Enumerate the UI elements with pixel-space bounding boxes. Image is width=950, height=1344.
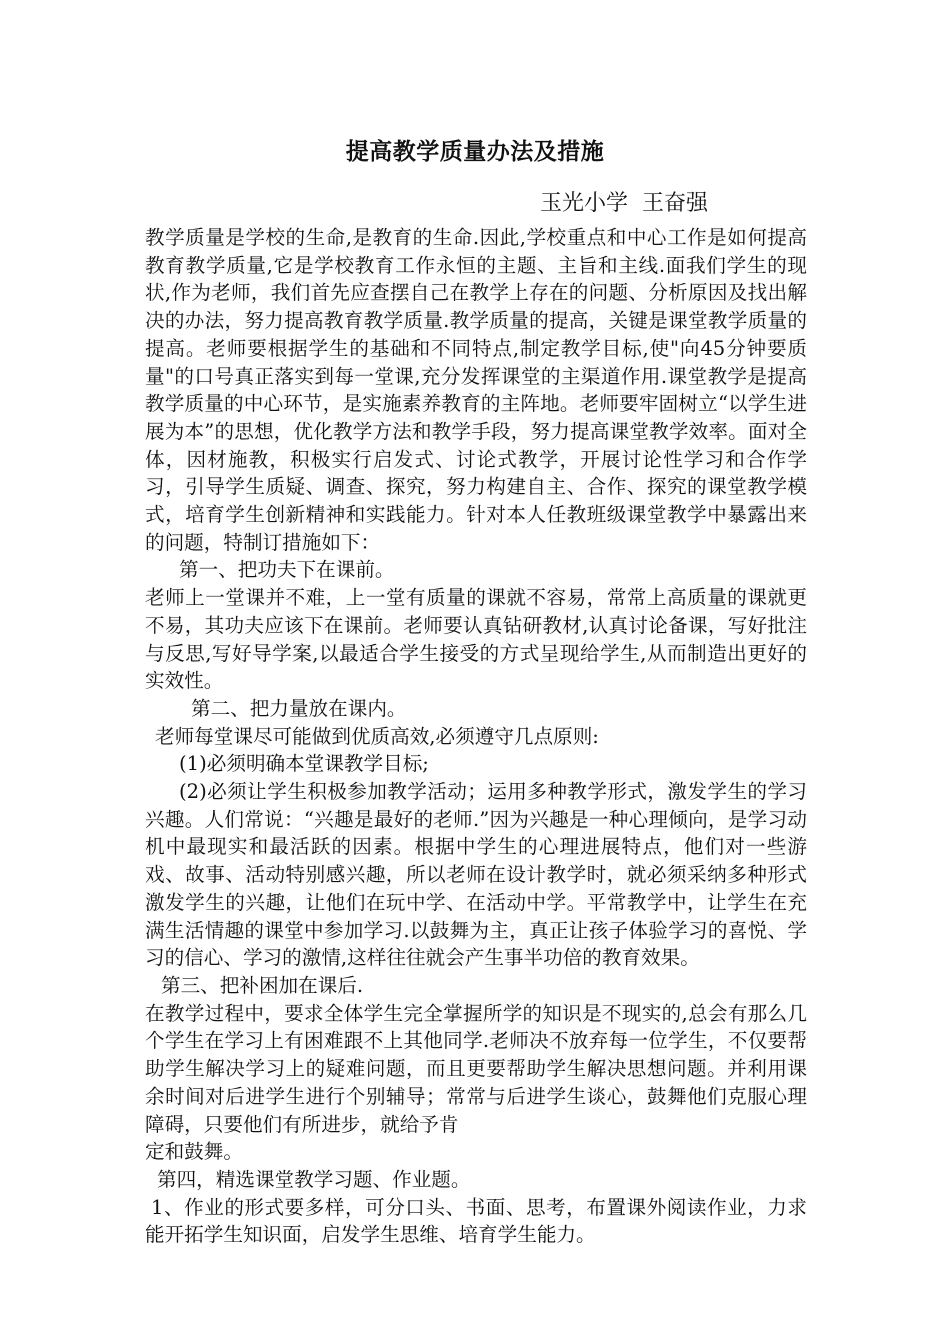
section-4-item-1: 1、作业的形式要多样，可分口头、书面、思考，布置课外阅读作业，力求能开拓学生知识面，启发学生思维、培育学生能力。 <box>145 1195 807 1247</box>
section-2-item-1: (1)必须明确本堂课教学目标; <box>179 752 429 776</box>
section-heading-2: 第二、把力量放在课内。 <box>191 696 407 720</box>
section-1-paragraph: 老师上一堂课并不难，上一堂有质量的课就不容易，常常上高质量的课就更不易，其功夫应该下在课前。老师要认真钻研教材,认真讨论备课，写好批注与反思,写好导学案,以最适合学生接受的方式呈现给学生,从而制造出更好的实效性。 <box>145 586 807 693</box>
document-author: 玉光小学 王奋强 <box>540 191 708 216</box>
section-heading-3: 第三、把补困加在课后. <box>161 973 364 997</box>
section-3-paragraph-continued: 定和鼓舞。 <box>145 1140 243 1164</box>
section-heading-4: 第四，精选课堂教学习题、作业题。 <box>157 1167 471 1191</box>
document-title: 提高教学质量办法及措施 <box>345 138 605 165</box>
section-2-paragraph: 老师每堂课尽可能做到优质高效,必须遵守几点原则: <box>155 724 599 748</box>
section-2-item-2: (2)必须让学生积极参加教学活动；运用多种教学形式，激发学生的学习兴趣。人们常说：“兴趣是最好的老师.”因为兴趣是一种心理倾向，是学习动机中最现实和最活跃的因素。根据中学生的心理进展特点，他们对一些游戏、故事、活动特别感兴趣，所以老师在设计教学时，就必须采纳多种形式激发学生的兴趣，让他们在玩中学、在活动中学。平常教学中，让学生在充满生活情趣的课堂中参加学习.以鼓舞为主，真正让孩子体验学习的喜悦、学习的信心、学习的激情,这样往往就会产生事半功倍的教育效果。 <box>145 780 807 970</box>
intro-paragraph: 教学质量是学校的生命,是教育的生命.因此,学校重点和中心工作是如何提高教育教学质量,它是学校教育工作永恒的主题、主旨和主线.面我们学生的现状,作为老师，我们首先应查摆自己在教学上存在的问题、分析原因及找出解决的办法，努力提高教育教学质量.教学质量的提高，关键是课堂教学质量的提高。老师要根据学生的基础和不同特点,制定教学目标,使"向45分钟要质量"的口号真正落实到每一堂课,充分发挥课堂的主渠道作用.课堂教学是提高教学质量的中心环节，是实施素养教育的主阵地。老师要牢固树立“以学生进展为本”的思想，优化教学方法和教学手段，努力提高课堂教学效率。面对全体，因材施教，积极实行启发式、讨论式教学，开展讨论性学习和合作学习，引导学生质疑、调查、探究，努力构建自主、合作、探究的课堂教学模式，培育学生创新精神和实践能力。针对本人任教班级课堂教学中暴露出来的问题，特制订措施如下： <box>145 226 807 554</box>
section-heading-1: 第一、把功夫下在课前。 <box>179 558 395 582</box>
document-body <box>145 224 807 1249</box>
section-3-paragraph: 在教学过程中，要求全体学生完全掌握所学的知识是不现实的,总会有那么几个学生在学习上有困难跟不上其他同学.老师决不放弃每一位学生，不仅要帮助学生解决学习上的疑难问题，而且更要帮助学生解决思想问题。并利用课余时间对后进学生进行个别辅导；常常与后进学生谈心，鼓舞他们克服心理障碍，只要他们有所进步，就给予肯 <box>145 1001 807 1136</box>
